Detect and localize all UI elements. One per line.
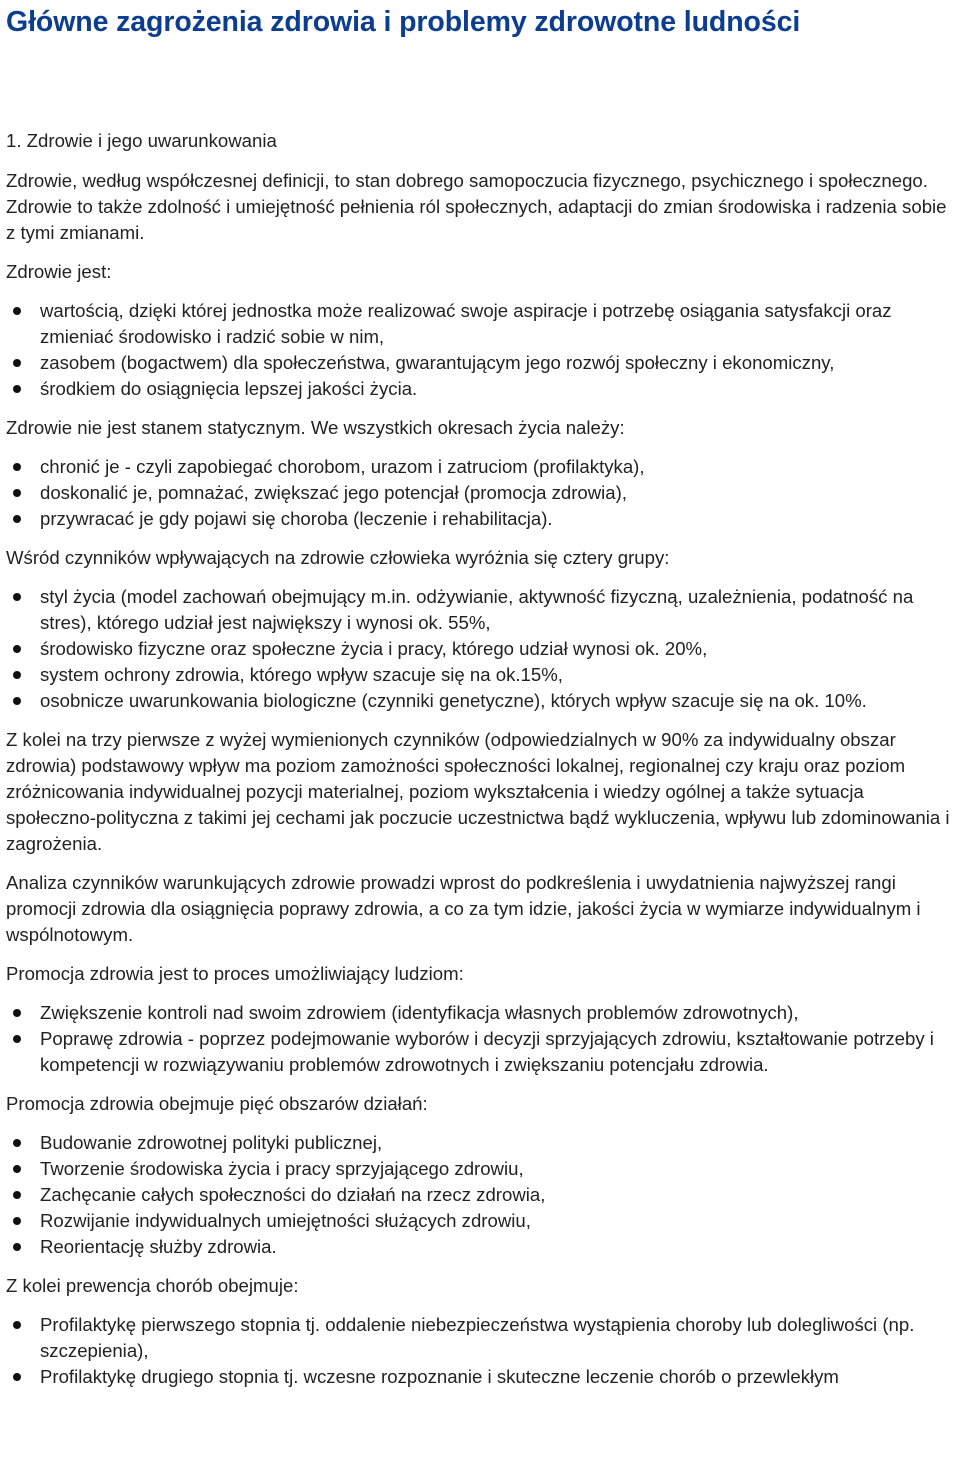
list-nalezy bbox=[6, 454, 954, 532]
list-item: przywracać je gdy pojawi się choroba (leczenie i rehabilitacja). bbox=[40, 506, 954, 532]
list-item: Budowanie zdrowotnej polityki publicznej, bbox=[40, 1130, 954, 1156]
list-item: Zwiększenie kontroli nad swoim zdrowiem (identyfikacja własnych problemów zdrowotnych), bbox=[40, 1000, 954, 1026]
paragraph-promocja-proces: Promocja zdrowia jest to proces umożliwiający ludziom: bbox=[6, 963, 464, 984]
list-item: chronić je - czyli zapobiegać chorobom, urazom i zatruciom (profilaktyka), bbox=[40, 454, 954, 480]
list-item: Poprawę zdrowia - poprzez podejmowanie wyborów i decyzji sprzyjających zdrowiu, kształtowanie potrzeby i kompetencji w rozwiązywaniu problemów zdrowotnych i zwiększaniu potencjału zdrowia. bbox=[40, 1026, 954, 1078]
list-zdrowie-jest bbox=[6, 298, 954, 402]
section-heading: 1. Zdrowie i jego uwarunkowania bbox=[6, 130, 277, 151]
list-item: Profilaktykę pierwszego stopnia tj. oddalenie niebezpieczeństwa wystąpienia choroby lub dolegliwości (np. szczepienia), bbox=[40, 1312, 954, 1364]
list-item: środkiem do osiągnięcia lepszej jakości życia. bbox=[40, 376, 954, 402]
list-item: osobnicze uwarunkowania biologiczne (czynniki genetyczne), których wpływ szacuje się na ok. 10%. bbox=[40, 688, 954, 714]
list-item: Zachęcanie całych społeczności do działań na rzecz zdrowia, bbox=[40, 1182, 954, 1208]
list-item: doskonalić je, pomnażać, zwiększać jego potencjał (promocja zdrowia), bbox=[40, 480, 954, 506]
page-title: Główne zagrożenia zdrowia i problemy zdrowotne ludności bbox=[6, 6, 801, 38]
list-czynniki bbox=[6, 584, 954, 714]
paragraph-analiza: Analiza czynników warunkujących zdrowie prowadzi wprost do podkreślenia i uwydatnienia najwyższej rangi promocji zdrowia dla osiągnięcia poprawy zdrowia, a co za tym idzie, jakości życia w wymiarze indywidualnym i wspólnotowym. bbox=[6, 872, 921, 945]
paragraph-zdrowie-jest: Zdrowie jest: bbox=[6, 261, 112, 282]
list-item: Tworzenie środowiska życia i pracy sprzyjającego zdrowiu, bbox=[40, 1156, 954, 1182]
paragraph-czynniki: Wśród czynników wpływających na zdrowie człowieka wyróżnia się cztery grupy: bbox=[6, 547, 670, 568]
list-item: Rozwijanie indywidualnych umiejętności służących zdrowiu, bbox=[40, 1208, 954, 1234]
paragraph-nie-statyczne: Zdrowie nie jest stanem statycznym. We wszystkich okresach życia należy: bbox=[6, 417, 625, 438]
list-item: Profilaktykę drugiego stopnia tj. wczesne rozpoznanie i skuteczne leczenie chorób o przewlekłym bbox=[40, 1364, 954, 1390]
list-item: Reorientację służby zdrowia. bbox=[40, 1234, 954, 1260]
list-promocja-proces bbox=[6, 1000, 954, 1078]
list-item: wartością, dzięki której jednostka może realizować swoje aspiracje i potrzebę osiągania satysfakcji oraz zmieniać środowisko i radzić sobie w nim, bbox=[40, 298, 954, 350]
paragraph-promocja-obszary: Promocja zdrowia obejmuje pięć obszarów działań: bbox=[6, 1093, 428, 1114]
list-prewencja bbox=[6, 1312, 954, 1390]
list-promocja-obszary bbox=[6, 1130, 954, 1260]
list-item: system ochrony zdrowia, którego wpływ szacuje się na ok.15%, bbox=[40, 662, 954, 688]
list-item: środowisko fizyczne oraz społeczne życia i pracy, którego udział wynosi ok. 20%, bbox=[40, 636, 954, 662]
paragraph-definition: Zdrowie, według współczesnej definicji, to stan dobrego samopoczucia fizycznego, psychicznego i społecznego. Zdrowie to także zdolność i umiejętność pełnienia ról społecznych, adaptacji do zmian środowiska i radzenia sobie z tymi zmianami. bbox=[6, 170, 947, 243]
paragraph-z-kolei: Z kolei na trzy pierwsze z wyżej wymienionych czynników (odpowiedzialnych w 90% za indywidualny obszar zdrowia) podstawowy wpływ ma poziom zamożności społeczności lokalnej, regionalnej czy kraju oraz poziom zróżnicowania indywidualnej pozycji materialnej, poziom wykształcenia i wiedzy ogólnej a także sytuacja społeczno-polityczna z takimi jej cechami jak poczucie uczestnictwa bądź wykluczenia, wpływu lub zdominowania i zagrożenia. bbox=[6, 729, 950, 854]
list-item: zasobem (bogactwem) dla społeczeństwa, gwarantującym jego rozwój społeczny i ekonomiczny, bbox=[40, 350, 954, 376]
list-item: styl życia (model zachowań obejmujący m.in. odżywianie, aktywność fizyczną, uzależnienia, podatność na stres), którego udział jest największy i wynosi ok. 55%, bbox=[40, 584, 954, 636]
paragraph-prewencja: Z kolei prewencja chorób obejmuje: bbox=[6, 1275, 299, 1296]
